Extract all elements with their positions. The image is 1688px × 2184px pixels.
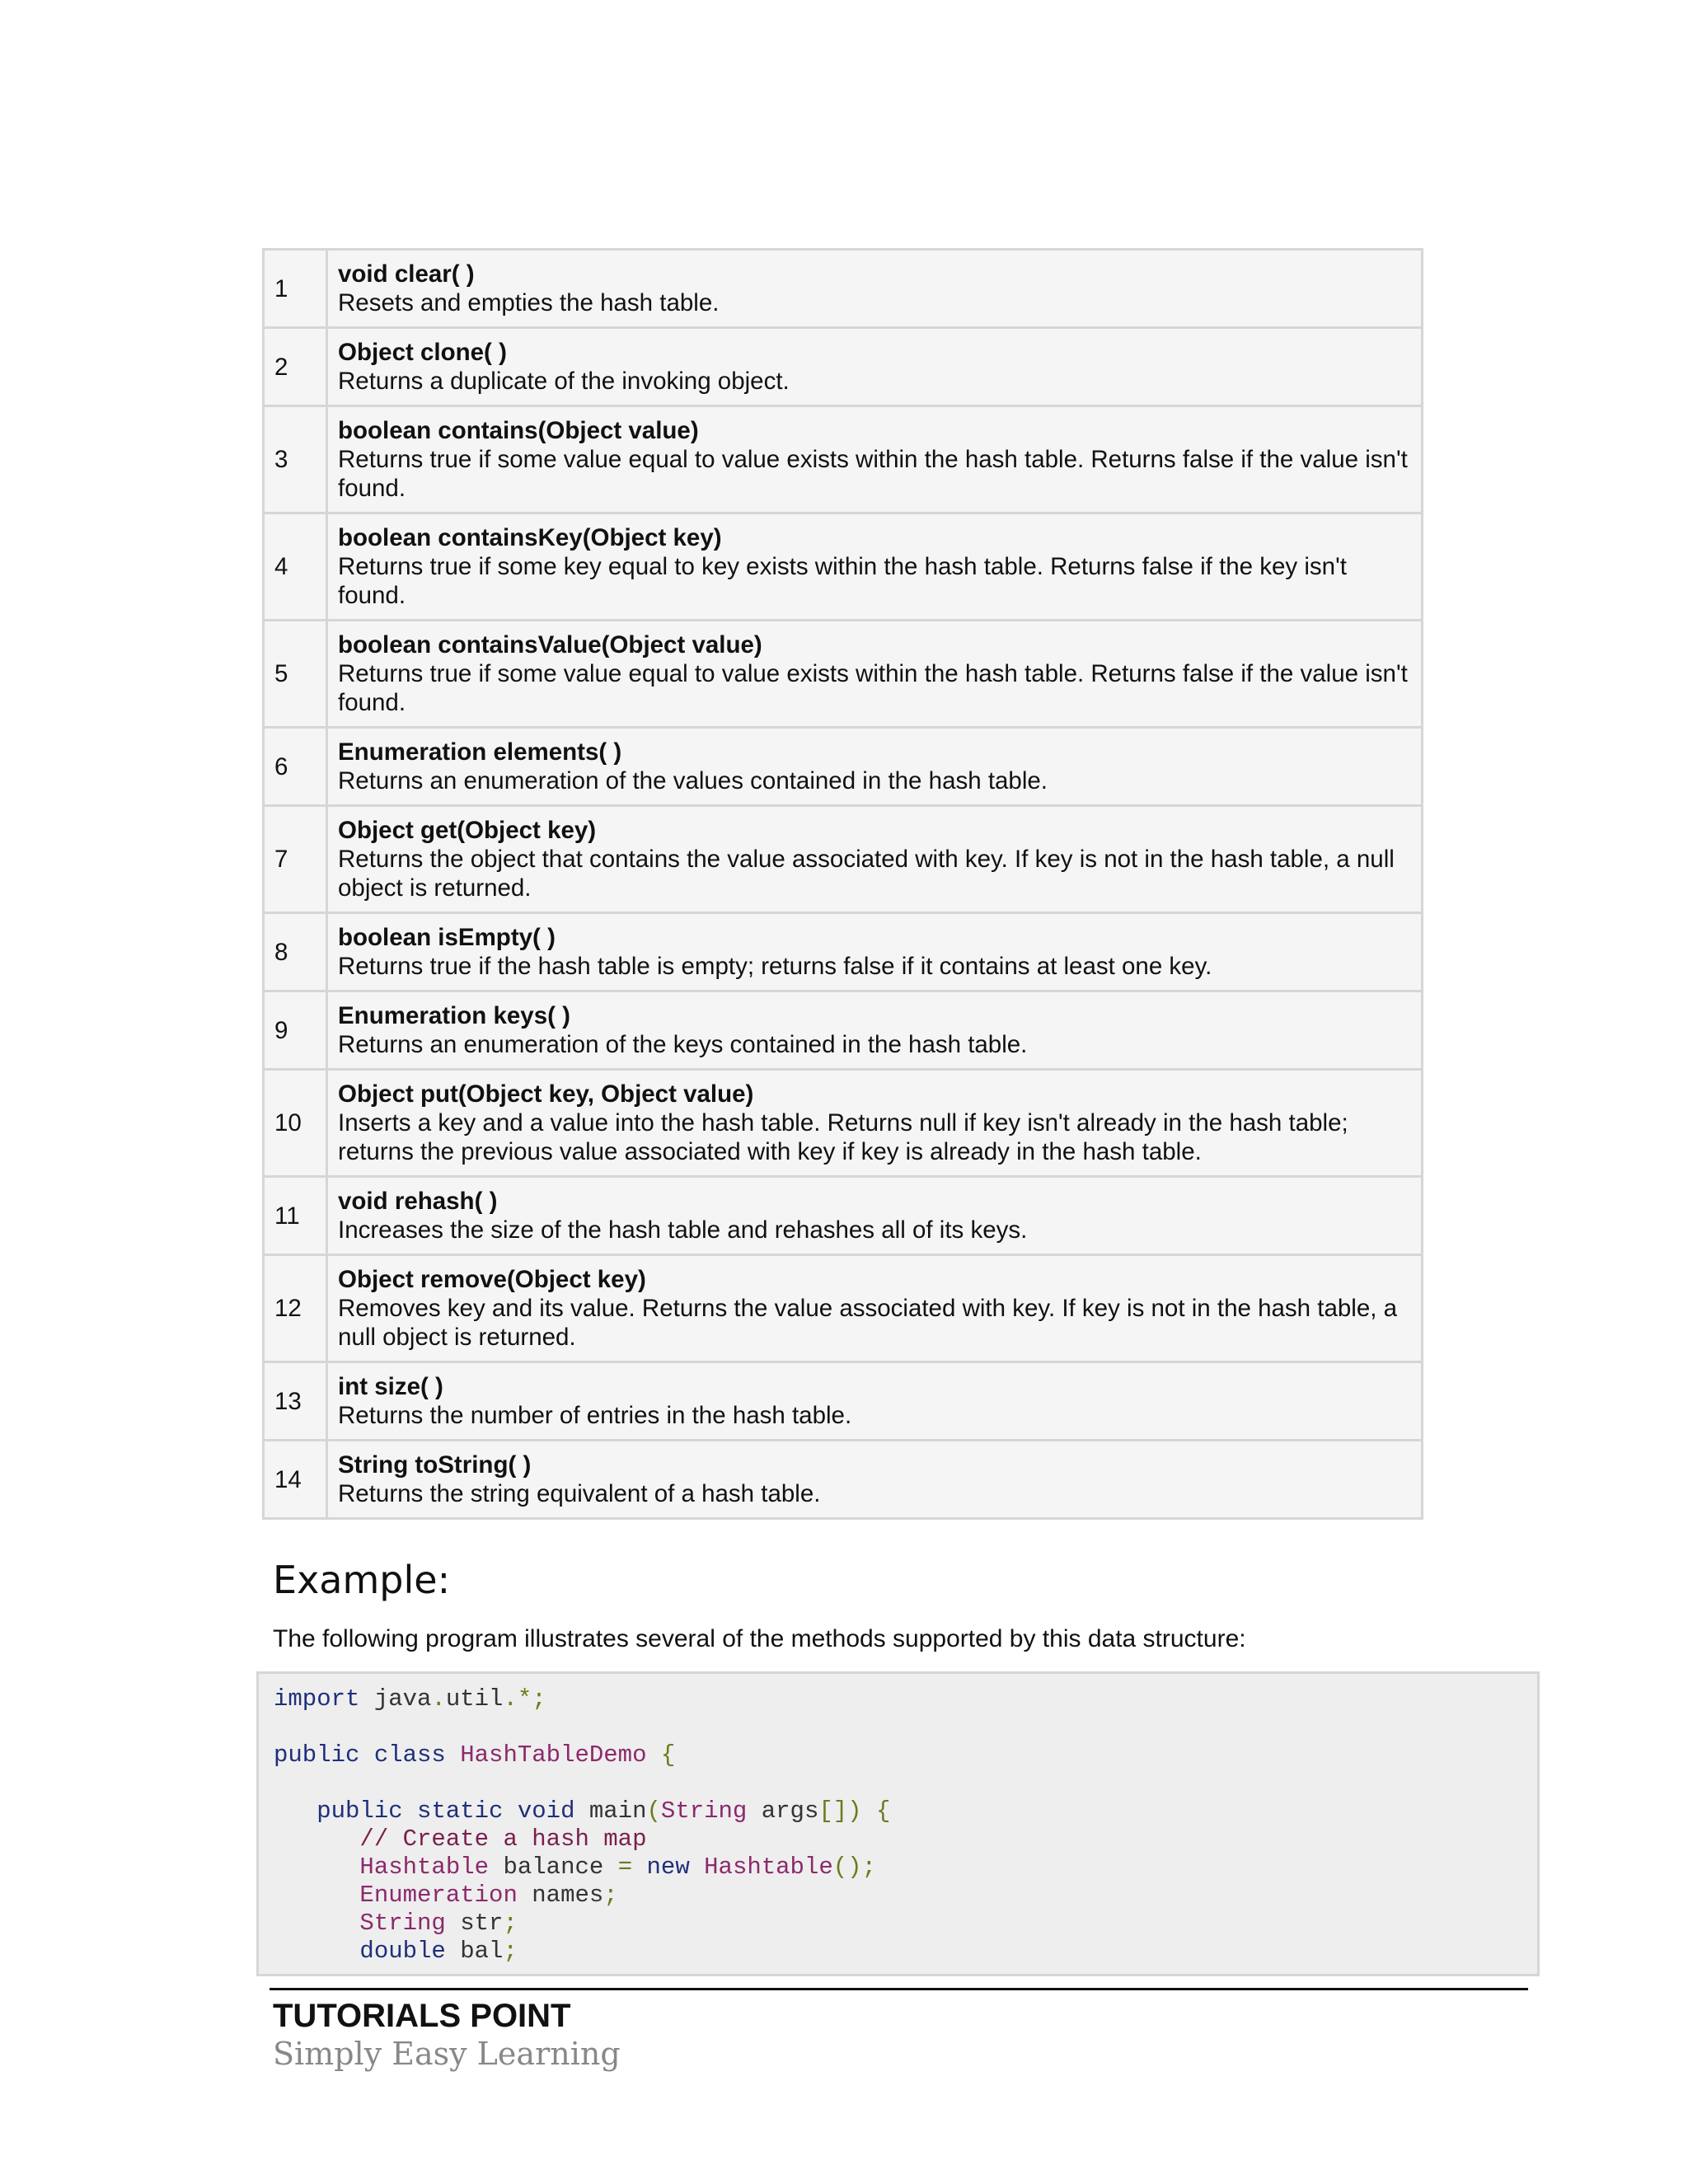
table-row — [264, 913, 1423, 991]
table-row — [264, 513, 1423, 621]
example-intro: The following program illustrates several of the methods supported by this data structure: — [273, 1625, 1246, 1652]
code-token: balance — [489, 1854, 618, 1881]
method-description: Returns true if the hash table is empty; returns false if it contains at least one key. — [338, 953, 1212, 980]
row-number: 5 — [264, 621, 327, 728]
row-number: 10 — [264, 1070, 327, 1177]
footer-divider — [270, 1988, 1528, 1990]
row-number: 7 — [264, 806, 327, 913]
methods-table — [262, 248, 1423, 1520]
method-description: Returns an enumeration of the keys contained in the hash table. — [338, 1031, 1028, 1058]
code-token: Hashtable — [704, 1854, 833, 1881]
code-token: java — [359, 1685, 432, 1713]
method-description: Returns the string equivalent of a hash table. — [338, 1480, 821, 1507]
method-signature: Object clone( ) — [338, 339, 507, 366]
code-token: (); — [832, 1854, 876, 1881]
table-row — [264, 250, 1423, 328]
method-signature: String toString( ) — [338, 1451, 532, 1479]
method-description: Returns the object that contains the value associated with key. If key is not in the hash table, a null object is returned. — [338, 846, 1395, 902]
method-description: Returns the number of entries in the hash table. — [338, 1402, 852, 1429]
method-cell — [327, 728, 1423, 806]
code-listing — [259, 1674, 1537, 1966]
table-row — [264, 1255, 1423, 1362]
code-token: .*; — [503, 1685, 546, 1713]
method-cell — [327, 406, 1423, 513]
method-cell — [327, 1255, 1423, 1362]
code-token: util — [445, 1685, 504, 1713]
code-token: ; — [603, 1882, 618, 1909]
table-row — [264, 1441, 1423, 1519]
table-row — [264, 328, 1423, 406]
method-cell — [327, 513, 1423, 621]
method-description: Inserts a key and a value into the hash table. Returns null if key isn't already in the hash table; returns the previous value associated with key if key is already in the hash table. — [338, 1109, 1348, 1165]
table-row — [264, 728, 1423, 806]
code-comment: // Create a hash map — [359, 1825, 647, 1853]
example-heading: Example: — [273, 1558, 451, 1602]
row-number: 11 — [264, 1177, 327, 1255]
code-token: Hashtable — [359, 1854, 490, 1881]
row-number: 9 — [264, 991, 327, 1070]
code-token: Enumeration — [359, 1882, 518, 1909]
row-number: 3 — [264, 406, 327, 513]
method-cell — [327, 1177, 1423, 1255]
row-number: 4 — [264, 513, 327, 621]
code-token: double — [359, 1938, 446, 1965]
code-token: names — [517, 1882, 604, 1909]
table-row — [264, 1070, 1423, 1177]
table-row — [264, 1177, 1423, 1255]
row-number: 2 — [264, 328, 327, 406]
code-token: main — [588, 1797, 647, 1825]
code-token: new — [646, 1854, 690, 1881]
code-token: String — [660, 1797, 748, 1825]
method-description: Returns true if some key equal to key exists within the hash table. Returns false if the key isn't found. — [338, 553, 1347, 609]
method-signature: boolean containsValue(Object value) — [338, 631, 762, 658]
method-signature: boolean contains(Object value) — [338, 417, 699, 444]
code-token: bal — [445, 1938, 504, 1965]
method-description: Returns an enumeration of the values contained in the hash table. — [338, 767, 1048, 794]
code-token: = — [617, 1854, 633, 1881]
method-cell — [327, 1070, 1423, 1177]
method-description: Returns a duplicate of the invoking object. — [338, 368, 790, 395]
method-signature: Object remove(Object key) — [338, 1266, 646, 1293]
code-token: import — [274, 1685, 360, 1713]
code-token: HashTableDemo — [460, 1741, 647, 1769]
table-row — [264, 1362, 1423, 1441]
table-row — [264, 621, 1423, 728]
code-token: args — [747, 1797, 819, 1825]
table-row — [264, 806, 1423, 913]
method-signature: Object get(Object key) — [338, 817, 597, 844]
method-signature: Enumeration keys( ) — [338, 1002, 570, 1029]
method-description: Removes key and its value. Returns the value associated with key. If key is not in the hash table, a null object is returned. — [338, 1295, 1398, 1351]
method-cell — [327, 1362, 1423, 1441]
method-cell — [327, 621, 1423, 728]
code-token: str — [445, 1910, 504, 1937]
row-number: 1 — [264, 250, 327, 328]
code-token: ; — [503, 1910, 518, 1937]
method-signature: boolean containsKey(Object key) — [338, 524, 722, 551]
method-cell — [327, 806, 1423, 913]
row-number: 14 — [264, 1441, 327, 1519]
method-signature: void rehash( ) — [338, 1188, 498, 1215]
method-cell — [327, 991, 1423, 1070]
method-description: Returns true if some value equal to value exists within the hash table. Returns false if the value isn't found. — [338, 446, 1408, 502]
method-signature: boolean isEmpty( ) — [338, 924, 556, 951]
code-token: []) { — [818, 1797, 891, 1825]
code-token: public static void — [316, 1797, 575, 1825]
row-number: 6 — [264, 728, 327, 806]
method-description: Returns true if some value equal to value exists within the hash table. Returns false if the value isn't found. — [338, 660, 1408, 716]
footer-tagline: Simply Easy Learning — [273, 2036, 621, 2072]
row-number: 13 — [264, 1362, 327, 1441]
method-signature: int size( ) — [338, 1373, 443, 1400]
code-token: String — [359, 1910, 446, 1937]
methods-table-body — [264, 250, 1423, 1519]
method-cell — [327, 913, 1423, 991]
method-signature: Enumeration elements( ) — [338, 738, 622, 766]
code-token: { — [660, 1741, 676, 1769]
row-number: 12 — [264, 1255, 327, 1362]
code-token: . — [431, 1685, 446, 1713]
method-description: Resets and empties the hash table. — [338, 289, 720, 316]
method-cell — [327, 250, 1423, 328]
table-row — [264, 991, 1423, 1070]
code-token: ; — [503, 1938, 518, 1965]
code-token: public class — [274, 1741, 446, 1769]
method-signature: void clear( ) — [338, 260, 475, 288]
method-cell — [327, 328, 1423, 406]
footer-brand-title: TUTORIALS POINT — [273, 1998, 571, 2034]
method-signature: Object put(Object key, Object value) — [338, 1080, 754, 1108]
code-block — [256, 1671, 1540, 1976]
code-token: ( — [646, 1797, 661, 1825]
table-row — [264, 406, 1423, 513]
method-cell — [327, 1441, 1423, 1519]
row-number: 8 — [264, 913, 327, 991]
method-description: Increases the size of the hash table and rehashes all of its keys. — [338, 1216, 1028, 1244]
